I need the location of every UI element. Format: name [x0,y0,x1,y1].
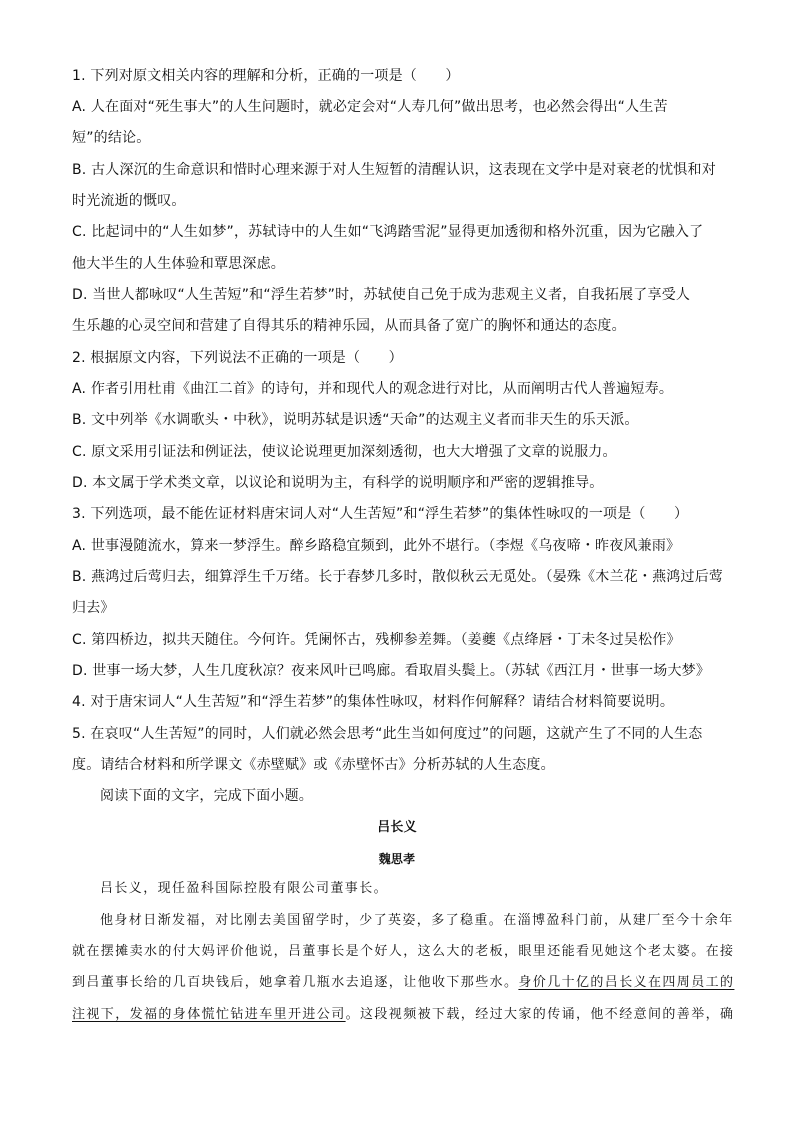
q3-option-b-line2: 归去》 [72,600,115,616]
story-underlined-text-1: 身价几十亿的吕长义在四周员工的 [518,975,735,990]
q5-line2: 度。请结合材料和所学课文《赤壁赋》或《赤壁怀古》分析苏轼的人生态度。 [72,757,555,773]
q1-option-d-line2: 生乐趣的心灵空间和营建了自得其乐的精神乐园，从而具备了宽广的胸怀和通达的态度。 [72,318,626,334]
q2-option-c: C. 原文采用引证法和例证法，使议论说理更加深刻透彻，也大大增强了文章的说服力。 [72,444,617,460]
q1-option-a-line1: A. 人在面对“死生事大”的人生问题时，就必定会对“人寿几何”做出思考，也必然会得出“人生苦 [72,99,668,115]
q2-option-d: D. 本文属于学术类文章，以议论和说明为主，有科学的说明顺序和严密的逻辑推导。 [72,475,604,491]
q1-option-c-line1: C. 比起词中的“人生如梦”，苏轼诗中的人生如“飞鸿踏雪泥”显得更加透彻和格外沉重，因为它融入了 [72,224,704,240]
reading-instruction: 阅读下面的文字，完成下面小题。 [100,788,313,804]
q2-option-a: A. 作者引用杜甫《曲江二首》的诗句，并和现代人的观念进行对比，从而阐明古代人普遍短寿。 [72,381,674,397]
story-paragraph-2-line4 [72,1005,735,1025]
q3-stem: 3. 下列选项，最不能佐证材料唐宋词人对“人生苦短”和“浮生若梦”的集体性咏叹的一项是（ ） [72,506,689,522]
q3-option-c: C. 第四桥边，拟共天随住。今何许。凭阑怀古，残柳参差舞。（姜夔《点绛唇・丁未冬过吴松作》 [72,632,681,648]
story-line4-text: 。这段视频被下载，经过大家的传诵，他不经意间的善举，确 [345,1007,735,1022]
q3-option-d: D. 世事一场大梦，人生几度秋凉？夜来风叶已鸣廊。看取眉头鬓上。（苏轼《西江月・世事一场大梦》 [72,663,711,679]
q2-stem: 2. 根据原文内容，下列说法不正确的一项是（ ） [72,350,403,366]
q5-line1: 5. 在哀叹“人生苦短”的同时，人们就必然会思考“此生当如何度过”的问题，这就产生了不同的人生态 [72,726,703,742]
q3-option-a: A. 世事漫随流水，算来一梦浮生。醉乡路稳宜频到，此外不堪行。（李煜《乌夜啼・昨夜风兼雨》 [72,538,681,554]
story-paragraph-2-line1: 他身材日渐发福，对比刚去美国留学时，少了英姿，多了稳重。在淄博盈科门前，从建厂至今十余年 [100,913,734,928]
q4: 4. 对于唐宋词人“人生苦短”和“浮生若梦”的集体性咏叹，材料作何解释？请结合材料简要说明。 [72,694,675,710]
q2-option-b: B. 文中列举《水调歌头・中秋》，说明苏轼是识透“天命”的达观主义者而非天生的乐天派。 [72,412,639,428]
story-title: 吕长义 [377,820,417,835]
q1-stem: 1. 下列对原文相关内容的理解和分析，正确的一项是（ ） [72,68,460,84]
q1-option-b-line2: 时光流逝的慨叹。 [72,193,186,209]
story-paragraph-1: 吕长义，现任盈科国际控股有限公司董事长。 [100,881,389,896]
q1-option-d-line1: D. 当世人都咏叹“人生苦短”和“浮生若梦”时，苏轼使自己免于成为悲观主义者，自我拓展了享受人 [72,287,691,303]
q1-option-c-line2: 他大半生的人生体验和覃思深虑。 [72,256,285,272]
story-author: 魏思孝 [378,852,416,866]
q1-option-a-line2: 短”的结论。 [72,130,151,146]
q1-option-b-line1: B. 古人深沉的生命意识和惜时心理来源于对人生短暂的清醒认识，这表现在文学中是对衰老的忧惧和对 [72,162,716,178]
story-paragraph-2-line3 [72,973,735,993]
story-underlined-text-2: 注视下，发福的身体慌忙钻进车里开进公司 [72,1007,346,1022]
story-line3-text: 到吕董事长给的几百块钱后，她拿着几瓶水去追逐，让他收下那些水。 [72,975,519,990]
story-paragraph-2-line2: 就在摆摊卖水的付大妈评价他说，吕董事长是个好人，这么大的老板，眼里还能看见她这个老太婆。在接 [72,944,735,959]
q3-option-b-line1: B. 燕鸿过后莺归去，细算浮生千万绪。长于春梦几多时，散似秋云无觅处。（晏殊《木兰花・燕鸿过后莺 [72,569,724,585]
